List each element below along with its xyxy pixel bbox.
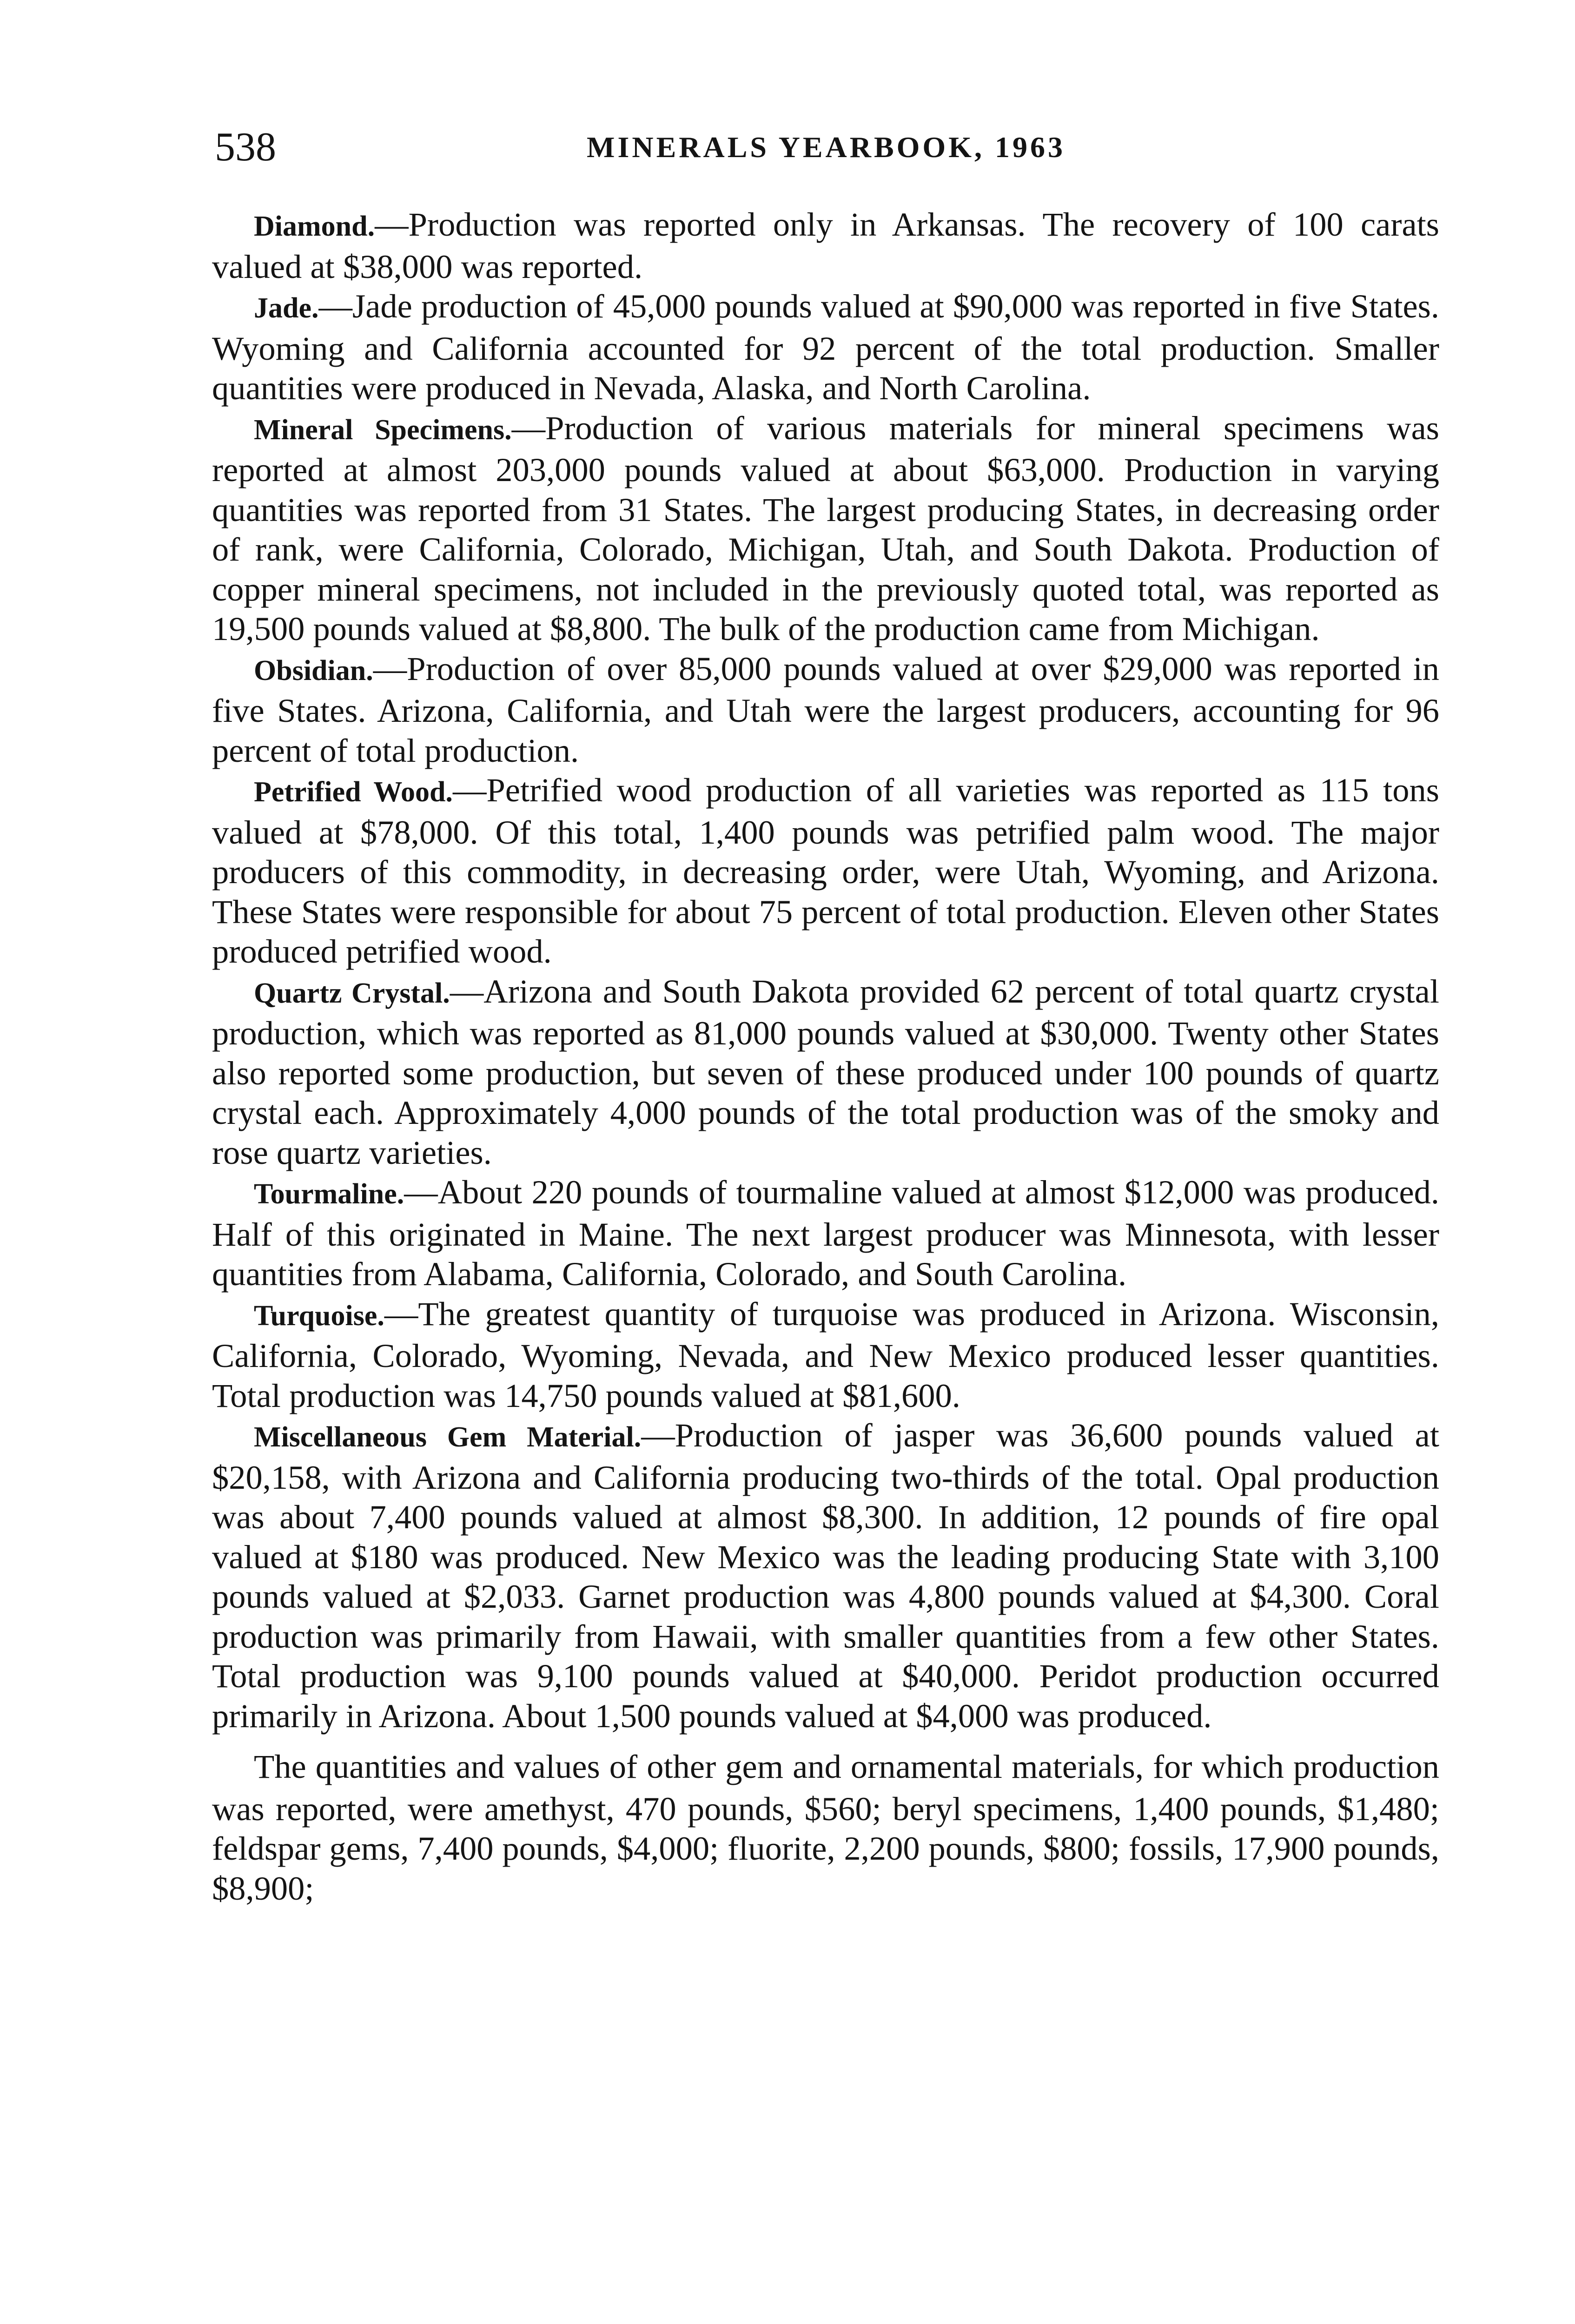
paragraph-text: —Petrified wood production of all varieties was reported as 115 tons valued at $78,000. Of this total, 1,400 pounds was petrified palm wood. The major producers of this commodity, in decreasing order, were Utah, Wyoming, and Arizona. These States were responsible for about 75 percent of total production. Eleven other States produced petrified wood. <box>212 771 1439 970</box>
paragraph-diamond <box>212 205 1439 286</box>
running-title: MINERALS YEARBOOK, 1963 <box>587 131 1065 164</box>
paragraph-text: —Production of jasper was 36,600 pounds valued at $20,158, with Arizona and California producing two-thirds of the total. Opal production was about 7,400 pounds valued at almost $8,300. In addition, 12 pounds of fire opal valued at $180 was produced. New Mexico was the leading producing State with 3,100 pounds valued at $2,033. Garnet production was 4,800 pounds valued at $4,300. Coral production was primarily from Hawaii, with smaller quantities from a few other States. Total production was 9,100 pounds valued at $40,000. Peridot production occurred primarily in Arizona. About 1,500 pounds valued at $4,000 was produced. <box>212 1416 1440 1735</box>
paragraph-text: —Production of over 85,000 pounds valued at over $29,000 was reported in five States. Arizona, California, and Utah were the largest producers, accounting for 96 percent of total production. <box>212 649 1439 769</box>
paragraph-term: Mineral Specimens. <box>254 414 512 446</box>
paragraph-term: Tourmaline. <box>254 1178 404 1210</box>
paragraph-term: Diamond. <box>254 211 375 242</box>
paragraph-turquoise <box>212 1294 1439 1416</box>
paragraph-term: Turquoise. <box>254 1300 384 1332</box>
paragraph-term: Obsidian. <box>254 654 373 687</box>
paragraph-petrified-wood <box>212 770 1439 971</box>
paragraph-text: —Production was reported only in Arkansas. The recovery of 100 carats valued at $38,000 was reported. <box>212 205 1439 285</box>
paragraph-text: —Jade production of 45,000 pounds valued at $90,000 was reported in five States. Wyoming and California accounted for 92 percent of the total production. Smaller quantities were produced in Nevada, Alaska, and North Carolina. <box>212 287 1439 407</box>
paragraph-text: —About 220 pounds of tourmaline valued at almost $12,000 was produced. Half of this originated in Maine. The next largest producer was Minnesota, with lesser quantities from Alabama, California, Colorado, and South Carolina. <box>212 1173 1439 1293</box>
paragraph-obsidian <box>212 649 1439 771</box>
paragraph-quartz-crystal <box>212 971 1439 1173</box>
body-text <box>212 205 1439 1908</box>
page-header <box>215 122 1437 173</box>
paragraph-miscellaneous-gem-material <box>212 1415 1439 1736</box>
page-number: 538 <box>215 125 276 170</box>
paragraph-term: Jade. <box>254 292 319 324</box>
paragraph-text: —Production of various materials for mineral specimens was reported at almost 203,000 pounds valued at about $63,000. Production in varying quantities was reported from 31 States. The largest producing States, in decreasing order of rank, were California, Colorado, Michigan, Utah, and South Dakota. Production of copper mineral specimens, not included in the previously quoted total, was reported as 19,500 pounds valued at $8,800. The bulk of the production came from Michigan. <box>212 409 1439 647</box>
paragraph-term: Miscellaneous Gem Material. <box>254 1421 642 1453</box>
paragraph-text: —The greatest quantity of turquoise was produced in Arizona. Wisconsin, California, Colorado, Wyoming, Nevada, and New Mexico produced lesser quantities. Total production was 14,750 pounds valued at $81,600. <box>212 1294 1439 1414</box>
paragraph-mineral-specimens <box>212 408 1439 649</box>
paragraph-tourmaline <box>212 1172 1439 1294</box>
paragraph-text: The quantities and values of other gem and ornamental materials, for which production was reported, were amethyst, 470 pounds, $560; beryl specimens, 1,400 pounds, $1,480; feldspar gems, 7,400 pounds, $4,000; fluorite, 2,200 pounds, $800; fossils, 17,900 pounds, $8,900; <box>212 1748 1439 1907</box>
paragraph-text: —Arizona and South Dakota provided 62 percent of total quartz crystal production, which was reported as 81,000 pounds valued at $30,000. Twenty other States also reported some production, but seven of these produced under 100 pounds of quartz crystal each. Approximately 4,000 pounds of the total production was of the smoky and rose quartz varieties. <box>212 972 1440 1171</box>
paragraph-jade <box>212 286 1439 408</box>
paragraph-term: Quartz Crystal. <box>254 977 450 1009</box>
paragraph-term: Petrified Wood. <box>254 776 453 808</box>
paragraph-other-materials <box>212 1747 1439 1908</box>
